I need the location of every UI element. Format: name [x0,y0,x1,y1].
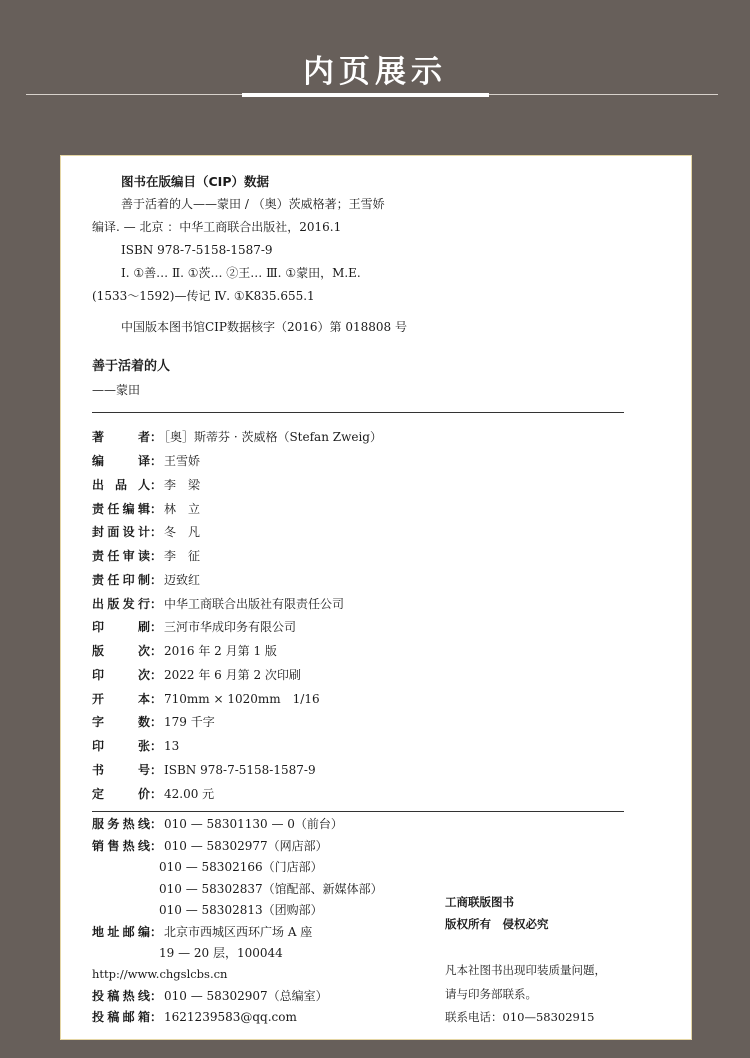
cip-record-number: 中国版本图书馆CIP数据核字（2016）第 018808 号 [121,320,407,334]
info-label: 版 次 [92,644,150,658]
contact-label: 投稿热线 [92,989,150,1003]
cip-line: 善于活着的人——蒙田 / （奥）茨威格著；王雪娇 [121,197,385,211]
book-title: 善于活着的人 [92,359,171,374]
info-value: 迈致红 [164,573,201,587]
info-value: 2016 年 2 月第 1 版 [164,644,277,658]
sales-hotline: 销售热线： 010 — 58302977（网店部） [92,839,328,853]
info-value: 三河市华成印务有限公司 [164,620,297,634]
info-value: ISBN 978-7-5158-1587-9 [164,763,316,777]
info-row: 书 号： ISBN 978-7-5158-1587-9 [92,763,316,777]
info-value: 李 梁 [164,478,201,492]
info-row: 印 刷： 三河市华成印务有限公司 [92,620,297,634]
info-label: 责任印制 [92,573,150,587]
info-row: 印 次： 2022 年 6 月第 2 次印刷 [92,668,301,682]
copyright-notice: 版权所有 侵权必究 [445,917,549,931]
info-value: 42.00 元 [164,787,215,801]
info-value: 13 [164,739,180,753]
info-value: 710mm × 1020mm 1/16 [164,692,320,706]
contact-label: 销售热线 [92,839,150,853]
info-label: 书 号 [92,763,150,777]
cip-line: ISBN 978-7-5158-1587-9 [121,243,273,257]
submission-email: 投稿邮箱： 1621239583@qq.com [92,1010,297,1024]
info-label: 开 本 [92,692,150,706]
divider [92,412,624,413]
contact-value: 1621239583@qq.com [164,1010,297,1024]
info-label: 印 次 [92,668,150,682]
info-label: 定 价 [92,787,150,801]
info-value: 王雪娇 [164,454,201,468]
info-label: 编 译 [92,454,150,468]
cip-line: (1533～1592)—传记 Ⅳ. ①K835.655.1 [92,289,315,303]
publisher-label: 工商联版图书 [445,895,514,909]
submission-hotline: 投稿热线： 010 — 58302907（总编室） [92,989,328,1003]
contact-phone: 联系电话：010—58302915 [445,1010,595,1024]
cip-title: 图书在版编目（CIP）数据 [121,174,269,189]
info-row: 出版发行： 中华工商联合出版社有限责任公司 [92,597,345,611]
info-label: 责任编辑 [92,502,150,516]
info-value: 李 征 [164,549,201,563]
info-row: 定 价： 42.00 元 [92,787,215,801]
info-row: 责任编辑： 林 立 [92,502,201,516]
contact-value: 010 — 58302977（网店部） [164,839,328,853]
info-label: 出 品 人 [92,478,150,492]
website-link: http://www.chgslcbs.cn [92,967,228,981]
info-row: 版 次： 2016 年 2 月第 1 版 [92,644,277,658]
info-row: 责任审读： 李 征 [92,549,201,563]
title-underline [242,93,489,97]
info-value: 冬 凡 [164,525,201,539]
cip-line: 编译. — 北京 ：中华工商联合出版社，2016.1 [92,220,342,234]
info-label: 印 张 [92,739,150,753]
info-row: 封面设计： 冬 凡 [92,525,201,539]
cip-line: Ⅰ. ①善… Ⅱ. ①茨… ②王… Ⅲ. ①蒙田，M.E. [121,266,361,280]
contact-value: 010 — 58301130 — 0（前台） [164,817,343,831]
info-label: 著 者 [92,430,150,444]
info-row: 责任印制： 迈致红 [92,573,201,587]
info-row: 出 品 人： 李 梁 [92,478,201,492]
info-label: 印 刷 [92,620,150,634]
info-label: 出版发行 [92,597,150,611]
book-subtitle: ——蒙田 [92,383,141,397]
info-value: 中华工商联合出版社有限责任公司 [164,597,345,611]
info-row: 字 数： 179 千字 [92,715,215,729]
address: 地址邮编： 北京市西城区西环广场 A 座 [92,925,313,939]
divider [92,811,624,812]
contact-value: 北京市西城区西环广场 A 座 [164,925,313,939]
contact-value: 010 — 58302907（总编室） [164,989,328,1003]
sales-line: 010 — 58302813（团购部） [159,903,323,917]
info-row: 编 译： 王雪娇 [92,454,201,468]
quality-notice: 凡本社图书出现印装质量问题， [445,963,606,977]
info-value: 2022 年 6 月第 2 次印刷 [164,668,301,682]
contact-label: 地址邮编 [92,925,150,939]
quality-notice: 请与印务部联系。 [445,987,537,1001]
info-row: 印 张： 13 [92,739,180,753]
contact-label: 投稿邮箱 [92,1010,150,1024]
info-row: 著 者： ［奥］斯蒂芬 · 茨威格（Stefan Zweig） [92,430,382,444]
copyright-page [60,155,692,1040]
sales-line: 010 — 58302166（门店部） [159,860,323,874]
info-label: 封面设计 [92,525,150,539]
info-value: ［奥］斯蒂芬 · 茨威格（Stefan Zweig） [164,430,382,444]
service-hotline: 服务热线： 010 — 58301130 — 0（前台） [92,817,343,831]
info-row: 开 本： 710mm × 1020mm 1/16 [92,692,320,706]
info-label: 责任审读 [92,549,150,563]
info-label: 字 数 [92,715,150,729]
page-title: 内页展示 [303,54,447,90]
contact-label: 服务热线 [92,817,150,831]
address-line: 19 — 20 层，100044 [159,946,283,960]
info-value: 林 立 [164,502,201,516]
sales-line: 010 — 58302837（馆配部、新媒体部） [159,882,383,896]
info-value: 179 千字 [164,715,215,729]
